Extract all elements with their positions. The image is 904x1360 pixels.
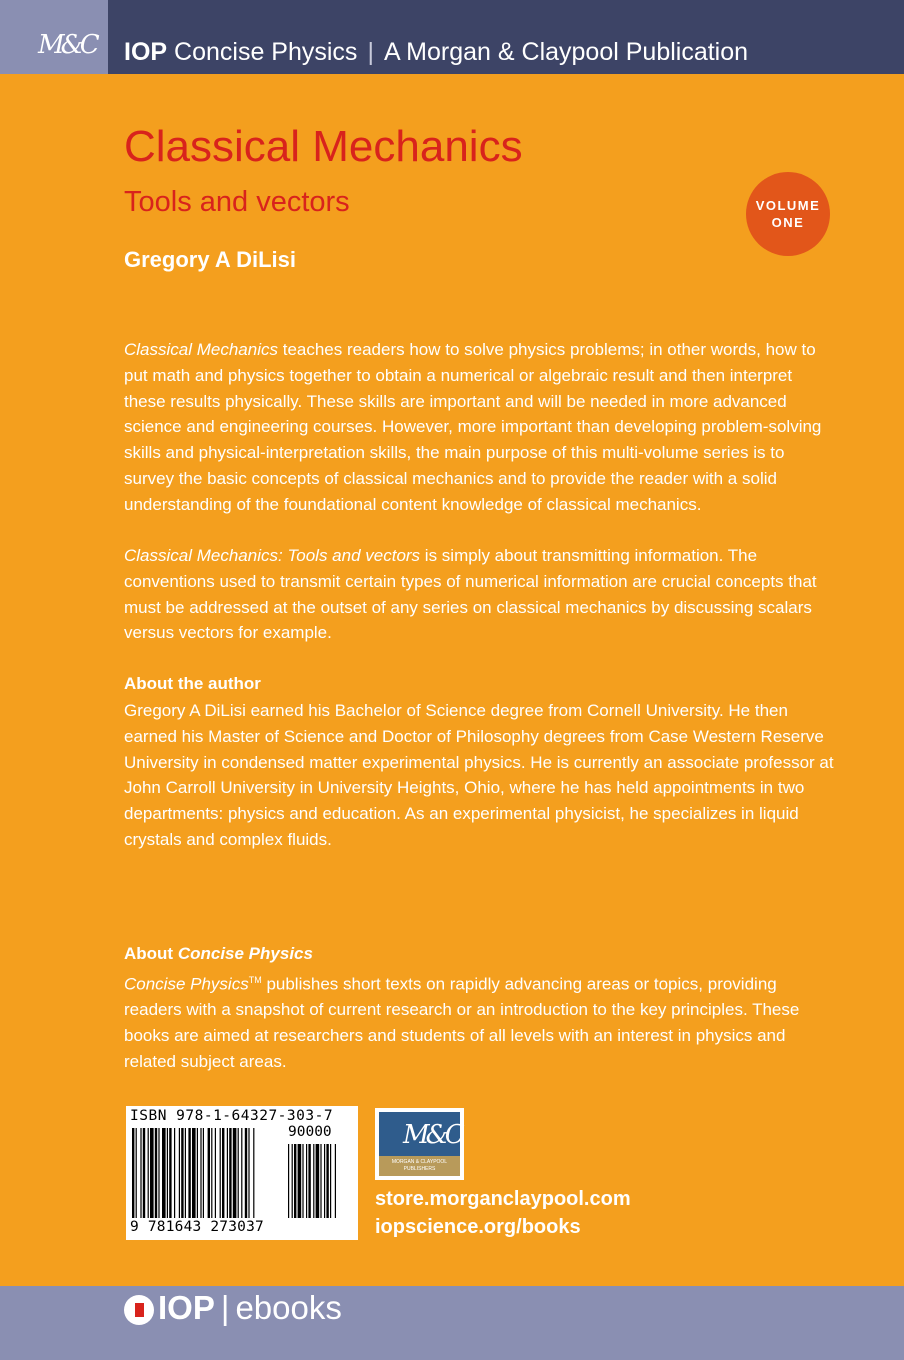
description-2-text: is simply about transmitting information. The conventions used to transmit certain types of numerical information are crucial concepts that must be addressed at the outset of any series on classical mechanics by discussing scalars versus vectors for example. — [124, 546, 817, 643]
barcode-bar — [132, 1128, 134, 1218]
barcode-addon-bar — [308, 1144, 310, 1218]
about-series-heading — [124, 944, 313, 964]
morgan-claypool-logo — [375, 1108, 464, 1180]
description-1-text: teaches readers how to solve physics problems; in other words, how to put math and physics together to obtain a numerical or algebraic result and then interpret these results physically. These skills are important and will be needed in more advanced science and engineering courses. However, more important than developing problem-solving skills and physical-interpretation skills, the main purpose of this multi-volume series is to survey the basic concepts of classical mechanics and to provide the reader with a solid understanding of the foundational content knowledge of classical mechanics. — [124, 340, 822, 514]
price-code: 90000 — [288, 1124, 332, 1140]
barcode-bar — [169, 1128, 171, 1218]
about-series-heading-prefix: About — [124, 944, 178, 963]
volume-badge-line2: ONE — [771, 215, 805, 230]
barcode-bar — [140, 1128, 141, 1218]
series-name: Concise Physics — [174, 38, 358, 66]
logo-caption: MORGAN & CLAYPOOL PUBLISHERS — [391, 1159, 448, 1172]
barcode-bar — [158, 1128, 159, 1218]
barcode-bar — [150, 1128, 154, 1218]
barcode-addon-bar — [298, 1144, 302, 1218]
barcode-bar — [143, 1128, 145, 1218]
barcode-addon-bar — [335, 1144, 336, 1218]
barcode-bar — [241, 1128, 242, 1218]
book-subtitle: Tools and vectors — [124, 186, 350, 218]
barcode-bar — [136, 1128, 137, 1218]
barcode-bar — [215, 1128, 216, 1218]
description-2-italic: Classical Mechanics: Tools and vectors — [124, 546, 421, 565]
barcode-bar — [162, 1128, 166, 1218]
barcode-bar — [200, 1128, 201, 1218]
trademark-mark: TM — [248, 975, 262, 985]
barcode-bar — [227, 1128, 228, 1218]
iopscience-link[interactable]: iopscience.org/books — [375, 1216, 581, 1238]
barcode-addon-bar — [302, 1144, 303, 1218]
description-paragraph-2 — [124, 543, 834, 646]
barcode-bar — [245, 1128, 247, 1218]
top-header-bar — [0, 0, 904, 74]
mc-logo-icon: M&C — [38, 30, 96, 60]
barcode-bar — [148, 1128, 149, 1218]
about-author-text: Gregory A DiLisi earned his Bachelor of Science degree from Cornell University. He then earned his Master of Science and Doctor of Philosophy degrees from Case Western Reserve University in condensed matter experimental physics. He is currently an associate professor at John Carroll University in University Heights, Ohio, where he has held appointments in two departments: physics and education. As an experimental physicist, he specializes in liquid crystals and complex fluids. — [124, 701, 834, 849]
mc-monogram-icon: M&C — [403, 1120, 461, 1150]
barcode-bar — [233, 1128, 237, 1218]
footer-iop: IOP — [158, 1289, 215, 1326]
barcode-addon-bar — [313, 1144, 314, 1218]
footer-brand — [158, 1289, 342, 1327]
barcode-bar — [220, 1128, 221, 1218]
barcode-bar — [208, 1128, 210, 1218]
description-1-italic: Classical Mechanics — [124, 340, 278, 359]
publisher-name: A Morgan & Claypool Publication — [383, 38, 749, 66]
barcode-bar — [203, 1128, 204, 1218]
description-paragraph-1 — [124, 337, 834, 518]
barcode-number: 9 781643 273037 — [130, 1219, 264, 1235]
about-series-body: publishes short texts on rapidly advancing areas or topics, providing readers with a snapshot of current research or an introduction to the key principles. These books are aimed at researchers and students of all levels with an interest in physics and related subject areas. — [124, 974, 800, 1072]
barcode-bar — [253, 1128, 254, 1218]
store-link[interactable]: store.morganclaypool.com — [375, 1188, 631, 1210]
book-author: Gregory A DiLisi — [124, 247, 296, 272]
iop-logo-icon — [124, 1295, 154, 1325]
barcode-bar — [181, 1128, 183, 1218]
barcode-bar — [188, 1128, 190, 1218]
barcode-bar — [192, 1128, 196, 1218]
header-separator: | — [367, 38, 374, 66]
bottom-footer-bar — [0, 1286, 904, 1360]
footer-separator: | — [220, 1289, 230, 1326]
barcode-bar — [238, 1128, 239, 1218]
barcode-addon-bar — [324, 1144, 325, 1218]
barcode-bar — [155, 1128, 157, 1218]
series-iop-label: IOP — [124, 38, 168, 66]
barcode-addon-bar — [292, 1144, 293, 1218]
barcode-addon-bar — [316, 1144, 320, 1218]
about-series-italic: Concise Physics — [124, 974, 249, 994]
barcode-bar — [185, 1128, 186, 1218]
footer-ebooks: ebooks — [235, 1289, 342, 1326]
book-title: Classical Mechanics — [124, 122, 523, 171]
barcode-bar — [229, 1128, 231, 1218]
barcode-bar — [211, 1128, 212, 1218]
barcode-addon-bar — [288, 1144, 289, 1218]
about-series-heading-italic: Concise Physics — [177, 944, 313, 963]
volume-badge — [746, 172, 830, 256]
barcode-addon-bar — [320, 1144, 321, 1218]
about-series-text — [124, 968, 834, 1075]
barcode-bar — [179, 1128, 180, 1218]
barcode-addon-bar — [306, 1144, 307, 1218]
mc-logo-box — [0, 0, 108, 74]
barcode-bar — [222, 1128, 224, 1218]
barcode-bar — [174, 1128, 175, 1218]
barcode-bar — [167, 1128, 168, 1218]
about-author-heading: About the author — [124, 674, 261, 693]
isbn-barcode — [126, 1106, 358, 1240]
barcode-addon-bar — [330, 1144, 331, 1218]
morgan-claypool-logo-inner — [379, 1112, 460, 1176]
barcode-bar — [197, 1128, 198, 1218]
barcode-addon-bar — [326, 1144, 328, 1218]
volume-badge-line1: VOLUME — [755, 198, 821, 213]
barcode-addon-bar — [294, 1144, 296, 1218]
barcode-bar — [248, 1128, 249, 1218]
logo-caption-strip — [379, 1156, 460, 1176]
series-line — [124, 38, 748, 67]
isbn-text: ISBN 978-1-64327-303-7 — [130, 1108, 334, 1124]
